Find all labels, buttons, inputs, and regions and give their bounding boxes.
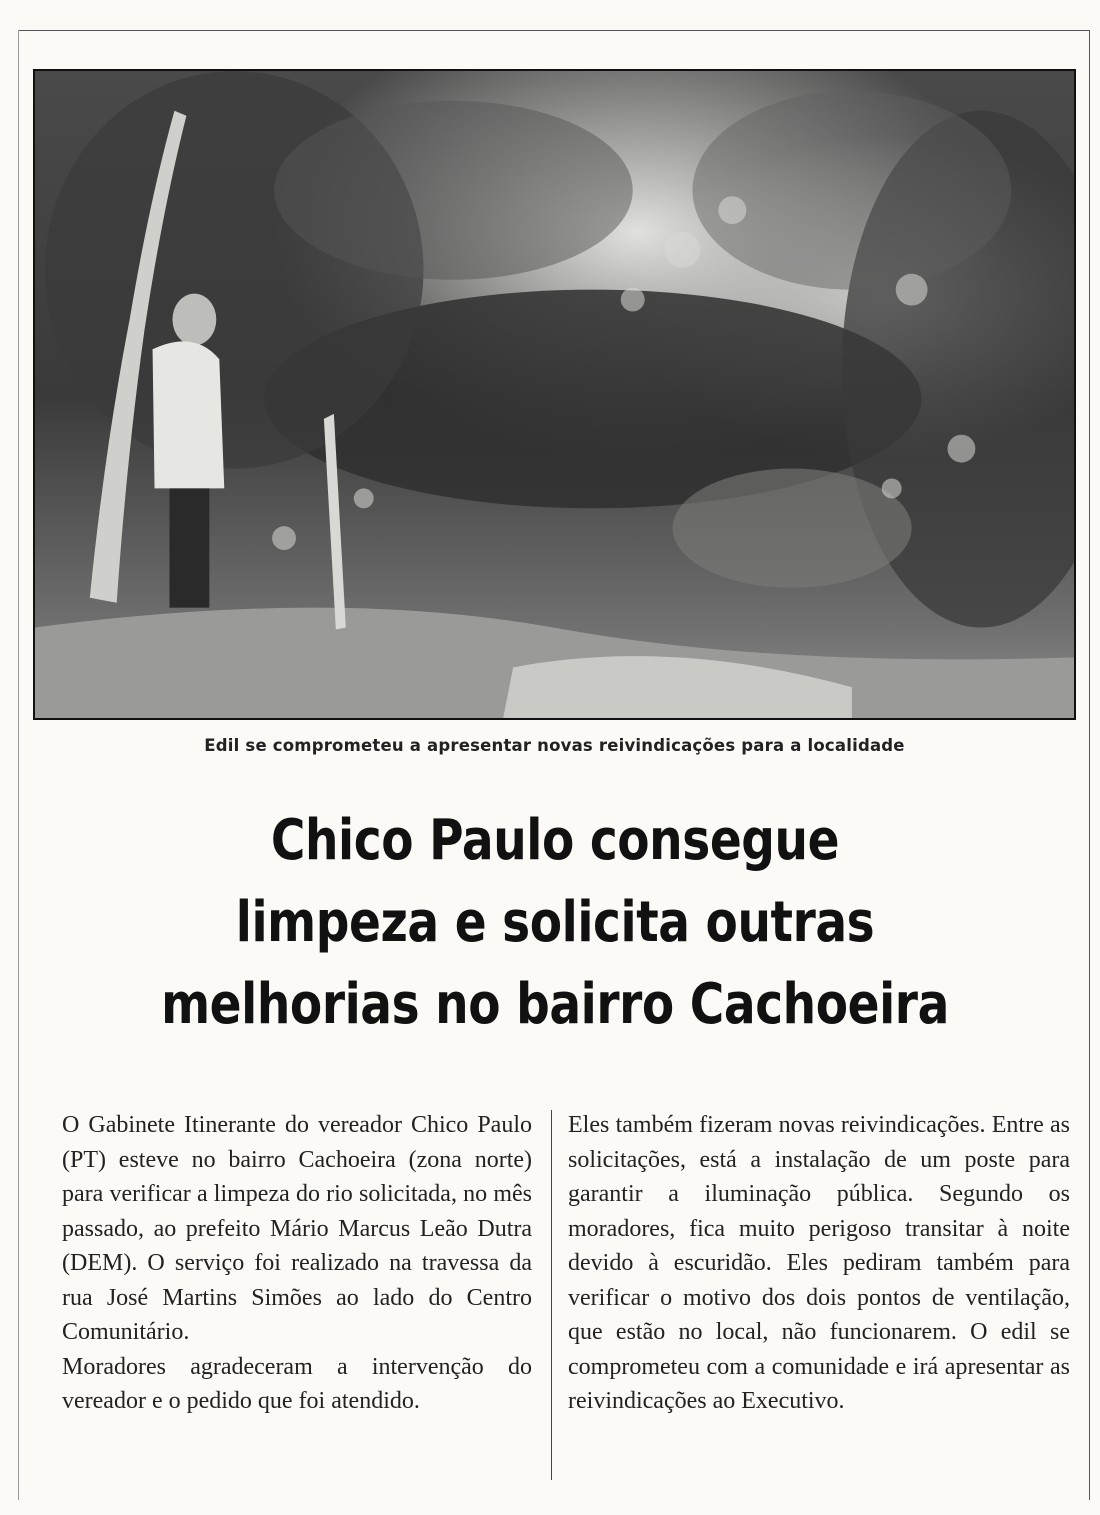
right-rule xyxy=(1089,30,1090,1500)
paragraph: Eles também fizeram novas reivindicações. Entre as solicitações, está a instalação de um poste para garantir a iluminação pública. Segundo os moradores, fica muito perigoso transitar à noite devido à escuridão. Eles pediram também para verificar o motivo dos dois pontos de ventilação, que estão no local, não funcionarem. O edil se comprometeu com a comunidade e irá apresentar as reivindicações ao Executivo. xyxy=(568,1112,1070,1414)
headline xyxy=(40,800,1070,1046)
top-rule xyxy=(18,30,1090,31)
article-column-left xyxy=(62,1108,532,1419)
photo-image xyxy=(35,71,1074,718)
column-divider xyxy=(551,1110,552,1480)
article-photo xyxy=(33,69,1076,720)
article-column-right xyxy=(568,1108,1070,1419)
photo-caption: Edil se comprometeu a apresentar novas reivindicações para a localidade xyxy=(204,736,905,755)
paragraph: Moradores agradeceram a intervenção do vereador e o pedido que foi atendido. xyxy=(62,1353,532,1414)
headline-line-2: limpeza e solicita outras xyxy=(235,890,875,955)
paragraph: O Gabinete Itinerante do vereador Chico Paulo (PT) esteve no bairro Cachoeira (zona norte) para verificar a limpeza do rio solicitada, no mês passado, ao prefeito Mário Marcus Leão Dutra (DEM). O serviço foi realizado na travessa da rua José Martins Simões ao lado do Centro Comunitário. xyxy=(62,1112,532,1345)
headline-line-3: melhorias no bairro Cachoeira xyxy=(161,972,949,1037)
left-rule xyxy=(18,30,19,1500)
headline-line-1: Chico Paulo consegue xyxy=(270,808,840,873)
